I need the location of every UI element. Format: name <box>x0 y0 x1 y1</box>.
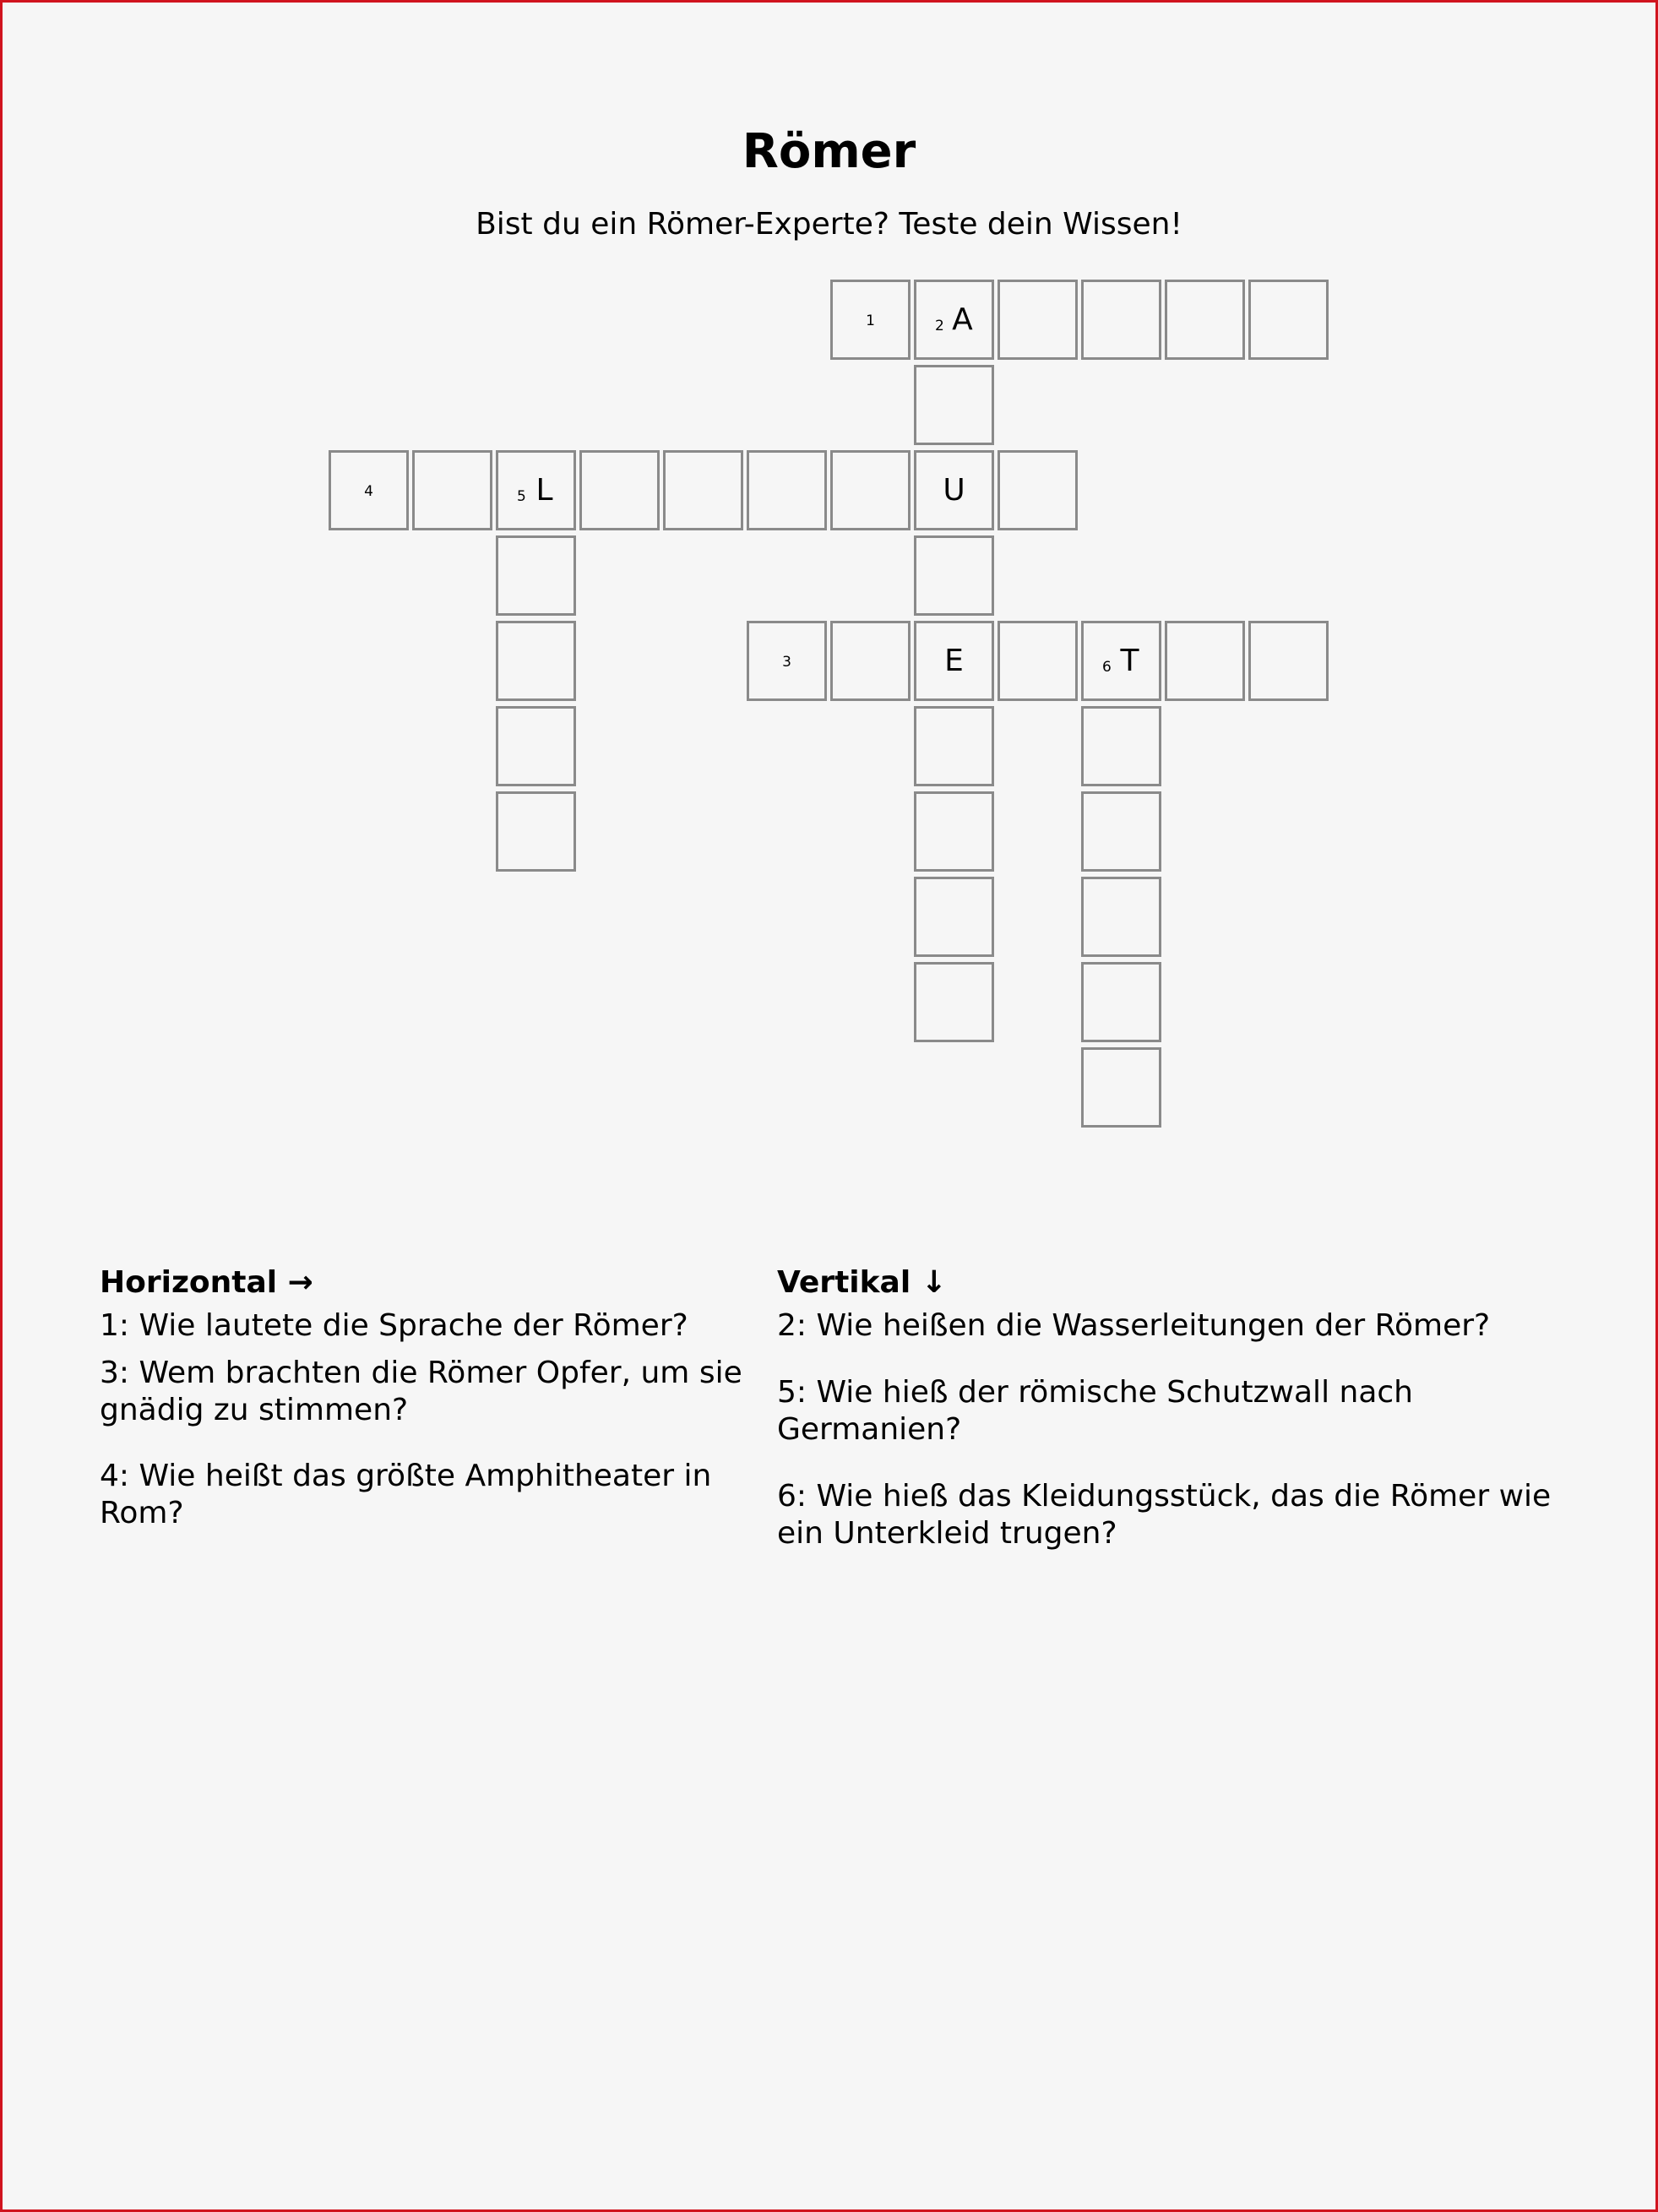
crossword-cell[interactable] <box>830 621 911 701</box>
crossword-cell[interactable] <box>412 450 492 530</box>
crossword-cell[interactable] <box>496 535 576 616</box>
crossword-cell[interactable] <box>329 450 409 530</box>
clue-number: 3 <box>782 654 791 671</box>
page-title: Römer <box>742 124 916 179</box>
crossword-cell[interactable] <box>1081 1047 1161 1128</box>
crossword-cell[interactable] <box>496 450 576 530</box>
clue-item: 6: Wie hieß das Kleidungsstück, das die Römer wie ein Unterkleid trugen? <box>777 1479 1552 1551</box>
crossword-cell[interactable] <box>914 877 994 957</box>
crossword-cell[interactable] <box>1248 280 1329 360</box>
prefilled-letter: L <box>535 473 553 508</box>
crossword-cell[interactable] <box>1165 621 1245 701</box>
prefilled-letter: U <box>943 473 965 508</box>
crossword-cell[interactable] <box>1081 280 1161 360</box>
clue-item: 4: Wie heißt das größte Amphitheater in Rom? <box>100 1459 712 1530</box>
crossword-cell[interactable] <box>914 962 994 1042</box>
crossword-cell[interactable] <box>1081 877 1161 957</box>
crossword-cell[interactable] <box>1248 621 1329 701</box>
crossword-cell[interactable] <box>998 280 1078 360</box>
crossword-cell[interactable] <box>1081 621 1161 701</box>
crossword-cell[interactable] <box>747 621 827 701</box>
crossword-cell[interactable] <box>1165 280 1245 360</box>
clue-item: 3: Wem brachten die Römer Opfer, um sie gnädig zu stimmen? <box>100 1356 742 1427</box>
crossword-cell[interactable] <box>998 621 1078 701</box>
crossword-cell[interactable] <box>914 280 994 360</box>
horizontal-clues <box>100 1258 775 1532</box>
clue-item: 2: Wie heißen die Wasserleitungen der Römer? <box>777 1308 1491 1343</box>
clue-item: 1: Wie lautete die Sprache der Römer? <box>100 1308 688 1343</box>
clue-number: 4 <box>364 483 373 500</box>
crossword-cell[interactable] <box>496 706 576 786</box>
crossword-cell[interactable] <box>496 621 576 701</box>
prefilled-letter: A <box>952 302 973 337</box>
vertical-clues <box>777 1258 1563 1552</box>
crossword-cell[interactable] <box>1081 706 1161 786</box>
crossword-cell[interactable] <box>579 450 660 530</box>
crossword-cell[interactable] <box>496 791 576 872</box>
clue-number: 1 <box>866 313 875 329</box>
crossword-cell[interactable] <box>830 450 911 530</box>
crossword-cell[interactable] <box>914 450 994 530</box>
vertical-heading: Vertikal ↓ <box>777 1265 947 1300</box>
prefilled-letter: E <box>944 644 964 678</box>
crossword-cell[interactable] <box>914 621 994 701</box>
clue-number: 2 <box>935 318 944 334</box>
horizontal-heading: Horizontal → <box>100 1265 313 1300</box>
crossword-cell[interactable] <box>1081 791 1161 872</box>
crossword-cell[interactable] <box>830 280 911 360</box>
prefilled-letter: T <box>1120 644 1139 678</box>
clue-number: 5 <box>517 488 526 505</box>
crossword-cell[interactable] <box>663 450 743 530</box>
clue-item: 5: Wie hieß der römische Schutzwall nach Germanien? <box>777 1375 1413 1447</box>
crossword-cell[interactable] <box>914 535 994 616</box>
crossword-cell[interactable] <box>998 450 1078 530</box>
crossword-cell[interactable] <box>747 450 827 530</box>
crossword-cell[interactable] <box>914 791 994 872</box>
crossword-cell[interactable] <box>914 706 994 786</box>
page-subtitle: Bist du ein Römer-Experte? Teste dein Wissen! <box>476 207 1182 242</box>
crossword-cell[interactable] <box>914 365 994 445</box>
crossword-cell[interactable] <box>1081 962 1161 1042</box>
clue-number: 6 <box>1102 659 1112 676</box>
